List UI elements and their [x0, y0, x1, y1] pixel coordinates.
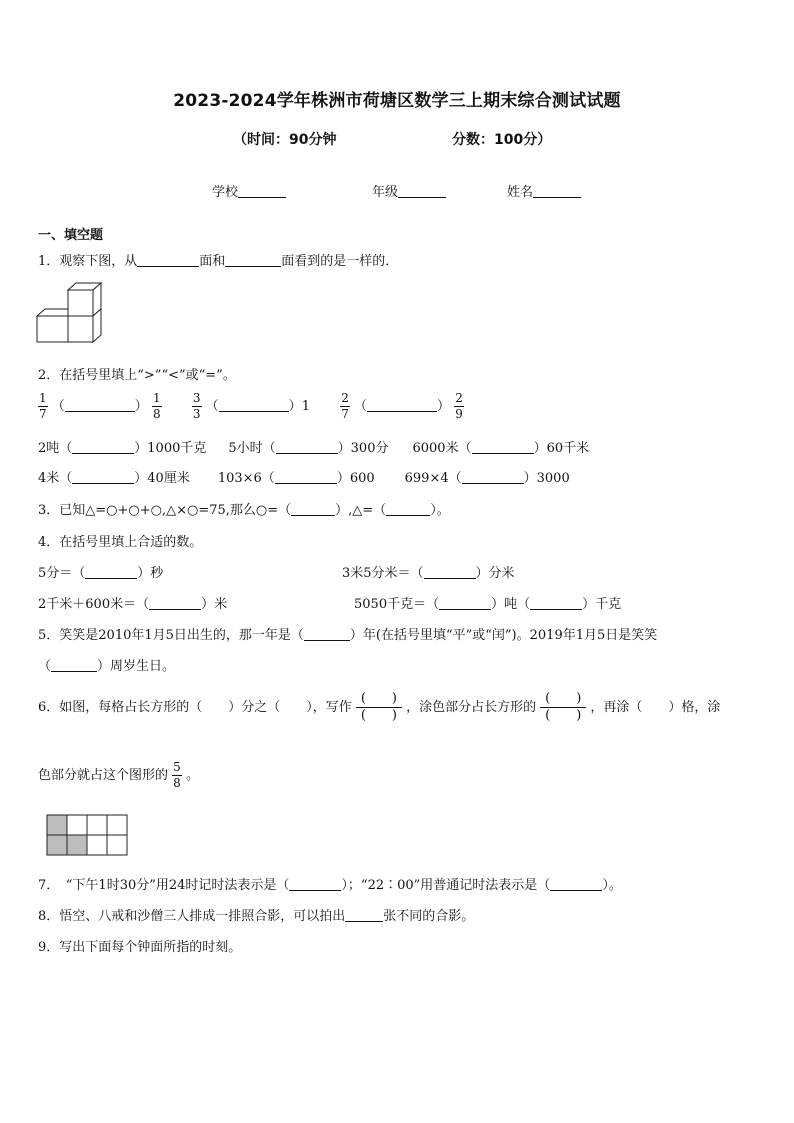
- question-2-row-3: 4米（ ）40厘米 103×6（ ）600 699×4（ ）3000: [38, 471, 570, 486]
- question-6-line-1: 6．如图，每格占长方形的（ ）分之（ ），写作 $\frac{( )}{( )}$ ，涂色部分占长方形的 $\frac{( )}{( )}$ ，再涂（ ）格，涂: [38, 691, 721, 723]
- page-title: 2023-2024学年株洲市荷塘区数学三上期末综合测试试题: [173, 91, 621, 111]
- grid-cell: [87, 835, 107, 855]
- cube-stack-figure: [36, 282, 106, 348]
- question-5-line-1: 5．笑笑是2010年1月5日出生的，那一年是（ ）年(在括号里填“平”或“闰”)。2019年1月5日是笑笑: [38, 628, 658, 643]
- question-4-text: 4．在括号里填上合适的数。: [38, 535, 203, 550]
- total-score: 分数：100分）: [452, 132, 552, 148]
- question-4-row-1b: 3米5分米＝（ ）分米: [342, 566, 515, 581]
- time-limit: （时间：90分钟: [233, 132, 337, 148]
- section-heading: 一、填空题: [38, 228, 104, 243]
- question-4-row-2a: 2千米＋600米＝（ ）米: [38, 597, 228, 612]
- question-4-row-1a: 5分＝（ ）秒: [38, 566, 164, 581]
- grade-field: 年级: [372, 181, 446, 200]
- blank-fraction: $\frac{( )}{( )}$: [540, 691, 586, 724]
- question-8: 8．悟空、八戒和沙僧三人排成一排照合影，可以拍出 张不同的合影。: [38, 909, 475, 924]
- fraction: $\frac{3}{3}$: [192, 391, 201, 421]
- shaded-cell: [47, 815, 67, 835]
- grid-cell: [87, 815, 107, 835]
- grid-cell: [107, 835, 127, 855]
- question-3: 3．已知△=○+○+○,△×○=75,那么○=（ ）,△=（ ）。: [38, 503, 450, 518]
- blank-fraction: $\frac{( )}{( )}$: [356, 691, 402, 724]
- fraction: $\frac{2}{7}$: [341, 391, 349, 421]
- grid-cell: [107, 815, 127, 835]
- question-2-row-2: 2吨（ ）1000千克 5小时（ ）300分 6000米（ ）60千米: [38, 441, 590, 456]
- shaded-cell: [47, 835, 67, 855]
- question-2-text: 2．在括号里填上“>”“<”或“=”。: [38, 368, 236, 383]
- question-9: 9．写出下面每个钟面所指的时刻。: [38, 940, 242, 955]
- question-7: 7． “下午1时30分”用24时记时法表示是（ ）；“22∶00”用普通记时法表示是（ ）。: [38, 878, 622, 893]
- school-field: 学校: [212, 181, 286, 200]
- question-6-line-2: 色部分就占这个图形的 $\frac{5}{8}$ 。: [38, 760, 199, 790]
- question-2-row-1: $\frac{1}{7}$ （ ） $\frac{1}{8}$ $\frac{3}{3}$ （ ）1 $\frac{2}{7}$ （ ） $\frac{2}{9}$: [39, 391, 463, 421]
- name-field: 姓名: [507, 181, 581, 200]
- fraction: $\frac{5}{8}$: [173, 760, 181, 790]
- question-1: 1．观察下图，从 面和 面看到的是一样的．: [38, 254, 399, 269]
- fraction: $\frac{2}{9}$: [455, 391, 463, 421]
- question-5-line-2: （ ）周岁生日。: [38, 659, 176, 674]
- question-4-row-2b: 5050千克＝（ ）吨（ ）千克: [354, 597, 622, 612]
- fraction: $\frac{1}{8}$: [152, 391, 161, 421]
- shaded-cell: [67, 835, 87, 855]
- fraction: $\frac{1}{7}$: [39, 391, 47, 421]
- grid-cell: [67, 815, 87, 835]
- shaded-grid-figure: [46, 814, 130, 856]
